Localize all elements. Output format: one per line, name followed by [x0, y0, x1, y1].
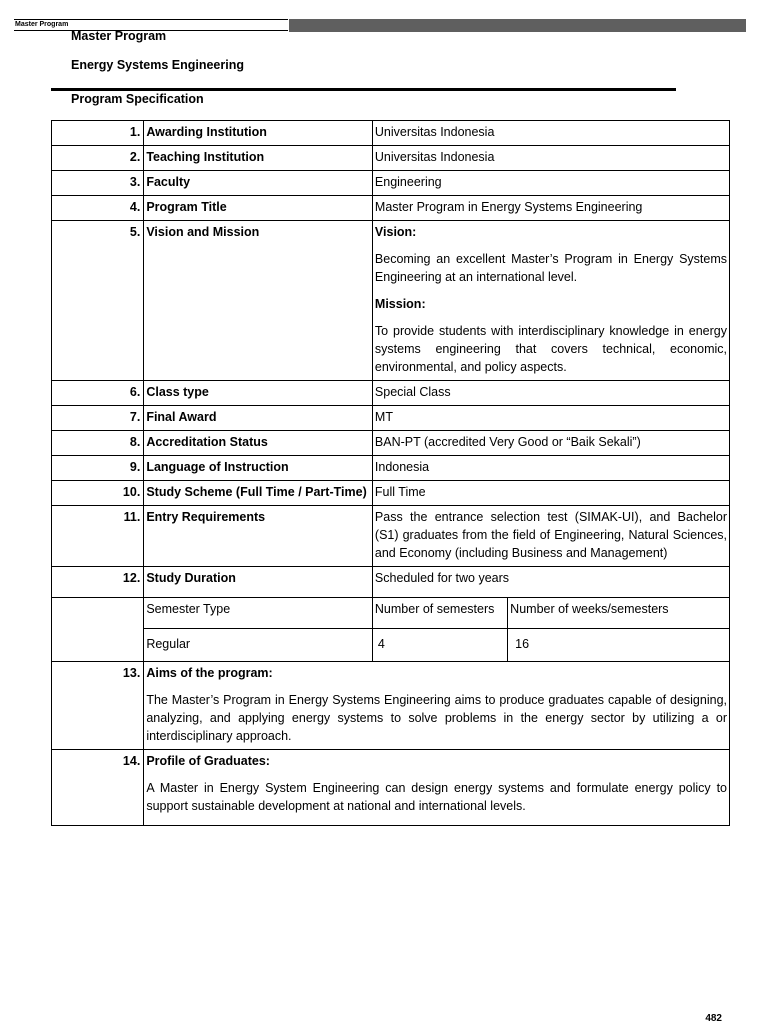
profile-row: [52, 750, 730, 826]
row-number: 10.: [52, 481, 144, 506]
running-header-label: Master Program: [14, 19, 288, 31]
row-number: 3.: [52, 171, 144, 196]
doc-name: Energy Systems Engineering: [71, 58, 244, 72]
empty-cell: [52, 598, 144, 629]
row-number: 2.: [52, 146, 144, 171]
aims-title: Aims of the program:: [146, 666, 273, 680]
table-row: [52, 196, 730, 221]
row-value: Indonesia: [372, 456, 729, 481]
semester-weeks: 16: [508, 629, 730, 662]
row-label: Awarding Institution: [144, 121, 373, 146]
row-label: Language of Instruction: [144, 456, 373, 481]
semester-row: [52, 629, 730, 662]
semester-col-type: Semester Type: [144, 598, 373, 629]
doc-program: Master Program: [71, 29, 167, 43]
row-value: Master Program in Energy Systems Engineering: [372, 196, 729, 221]
profile-cell: [144, 750, 730, 826]
program-spec-table: [51, 120, 730, 826]
row-value: Full Time: [372, 481, 729, 506]
row-value: Special Class: [372, 381, 729, 406]
aims-row: [52, 662, 730, 750]
section-title: Program Specification: [71, 92, 204, 106]
vision-text: Becoming an excellent Master’s Program in Energy Systems Engineering at an international level.: [374, 252, 727, 284]
row-number: 11.: [52, 506, 144, 567]
row-number: 1.: [52, 121, 144, 146]
semester-type: Regular: [144, 629, 373, 662]
row-label: Program Title: [144, 196, 373, 221]
mission-heading: Mission:: [374, 297, 426, 311]
profile-title: Profile of Graduates:: [146, 754, 270, 768]
page-number: 482: [705, 1013, 722, 1024]
header-bar: [289, 19, 746, 32]
table-row: [52, 121, 730, 146]
table-row: [52, 221, 730, 381]
table-row: [52, 431, 730, 456]
row-label: Study Scheme (Full Time / Part-Time): [144, 481, 373, 506]
row-number: 8.: [52, 431, 144, 456]
row-label: Study Duration: [144, 567, 373, 598]
table-row: [52, 506, 730, 567]
table-row: [52, 481, 730, 506]
row-number: 5.: [52, 221, 144, 381]
row-number: 12.: [52, 567, 144, 598]
row-label: Faculty: [144, 171, 373, 196]
table-row: [52, 381, 730, 406]
aims-cell: [144, 662, 730, 750]
aims-text: The Master’s Program in Energy Systems Engineering aims to produce graduates capable of designing, analyzing, and applying energy systems to solve problems in the energy sector by utilizing a or interdisciplinary approach.: [146, 693, 727, 743]
row-label: Final Award: [144, 406, 373, 431]
vision-heading: Vision:: [374, 225, 417, 239]
empty-cell: [52, 629, 144, 662]
semester-header-row: [52, 598, 730, 629]
row-value: Universitas Indonesia: [372, 146, 729, 171]
row-label: Teaching Institution: [144, 146, 373, 171]
row-number: 6.: [52, 381, 144, 406]
table-row: [52, 171, 730, 196]
section-rule: [51, 88, 676, 91]
profile-text: A Master in Energy System Engineering can design energy systems and formulate energy policy to support sustainable development at national and international levels.: [146, 781, 727, 813]
row-label: Accreditation Status: [144, 431, 373, 456]
row-label: Class type: [144, 381, 373, 406]
vision-mission-cell: [372, 221, 729, 381]
row-number: 4.: [52, 196, 144, 221]
semester-count: 4: [372, 629, 507, 662]
row-number: 14.: [52, 750, 144, 826]
row-value: Pass the entrance selection test (SIMAK-UI), and Bachelor (S1) graduates from the field of Engineering, Natural Sciences, and Economy (including Business and Management): [372, 506, 729, 567]
row-value: BAN-PT (accredited Very Good or “Baik Sekali”): [372, 431, 729, 456]
row-value: Universitas Indonesia: [372, 121, 729, 146]
table-row: [52, 146, 730, 171]
table-row: [52, 567, 730, 598]
row-label: Vision and Mission: [144, 221, 373, 381]
row-value: Engineering: [372, 171, 729, 196]
row-label: Entry Requirements: [144, 506, 373, 567]
table-row: [52, 456, 730, 481]
table-row: [52, 406, 730, 431]
row-number: 13.: [52, 662, 144, 750]
row-value: MT: [372, 406, 729, 431]
row-number: 9.: [52, 456, 144, 481]
semester-col-weeks: Number of weeks/semesters: [508, 598, 730, 629]
row-number: 7.: [52, 406, 144, 431]
mission-text: To provide students with interdisciplinary knowledge in energy systems engineering that covers technical, economic, environmental, and policy aspects.: [374, 324, 727, 374]
semester-col-count: Number of semesters: [372, 598, 507, 629]
row-value: Scheduled for two years: [372, 567, 729, 598]
